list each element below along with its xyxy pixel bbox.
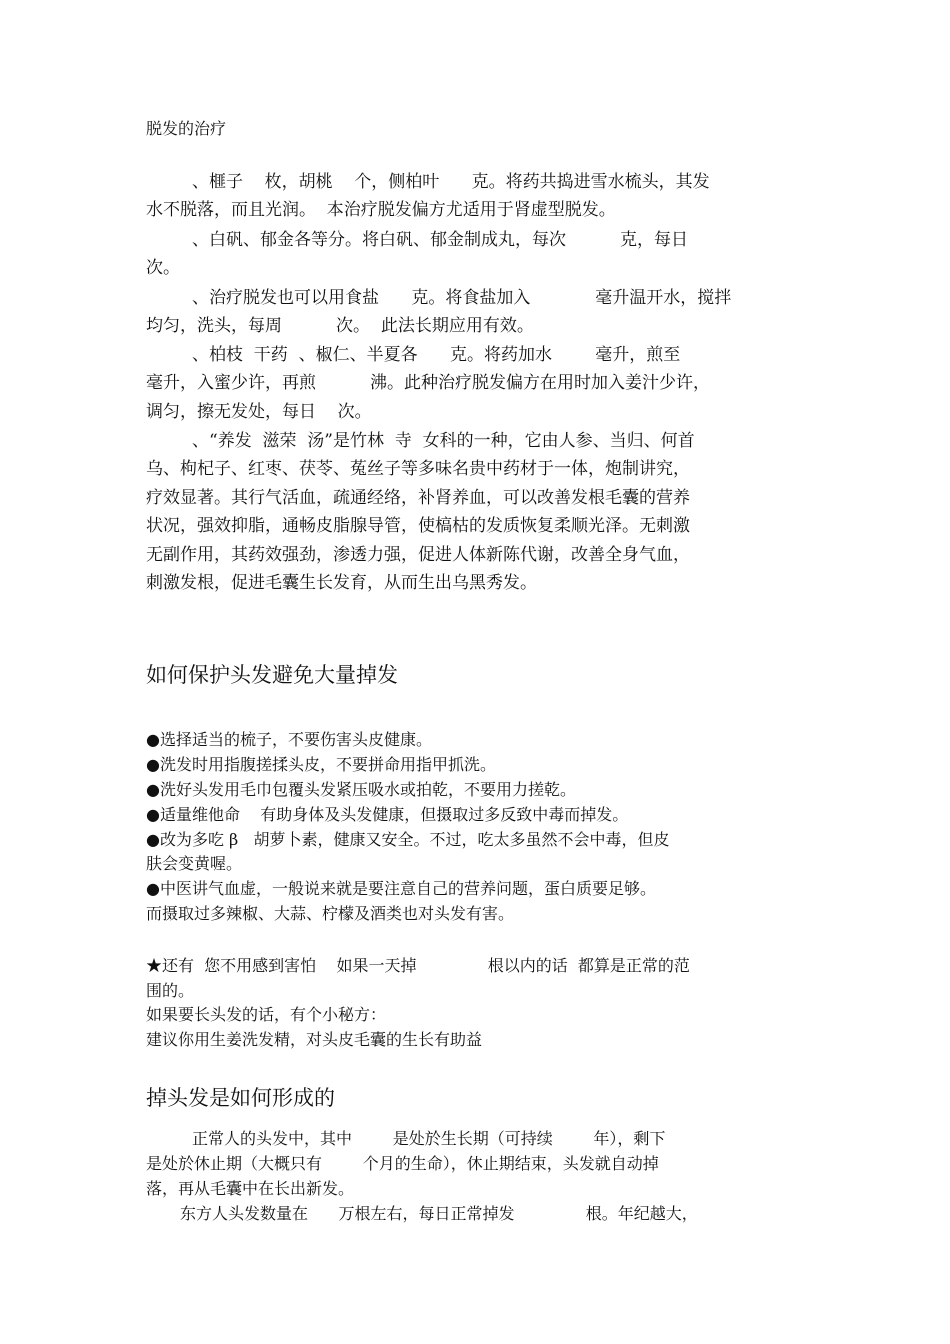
paragraph-line: 刺激发根，促进毛囊生长发育，从而生出乌黑秀发。	[146, 573, 537, 593]
paragraph-line: 无副作用，其药效强劲，渗透力强，促进人体新陈代谢，改善全身气血，	[146, 545, 690, 565]
list-item: ●改为多吃 β 胡萝卜素，健康又安全。不过，吃太多虽然不会中毒，但皮	[146, 830, 670, 849]
list-item: ●适量维他命 有助身体及头发健康，但摄取过多反致中毒而掉发。	[146, 805, 629, 824]
note-line: ★还有 您不用感到害怕 如果一天掉 根以内的话 都算是正常的范	[146, 956, 690, 975]
list-item: ●洗好头发用毛巾包覆头发紧压吸水或拍乾，不要用力搓乾。	[146, 780, 576, 799]
paragraph-line: 落，再从毛囊中在长出新发。	[146, 1179, 355, 1198]
note-line: 围的。	[146, 981, 195, 1000]
section-title-hair-loss-cause: 掉头发是如何形成的	[146, 1086, 335, 1110]
paragraph-line: 毫升，入蜜少许，再煎 沸。此种治疗脱发偏方在用时加入姜汁少许，	[146, 373, 711, 393]
section-title-protect-hair: 如何保护头发避免大量掉发	[146, 663, 398, 687]
paragraph-line: 、白矾、郁金各等分。将白矾、郁金制成丸，每次 克，每日	[192, 230, 689, 250]
paragraph-line: 、柏枝 干药 、椒仁、半夏各 克。将药加水 毫升，煎至	[192, 345, 681, 365]
paragraph-line: 、治疗脱发也可以用食盐 克。将食盐加入 毫升温开水，搅拌	[192, 288, 732, 308]
paragraph-line: 调匀，擦无发处，每日 次。	[146, 402, 372, 422]
list-item: ●中医讲气血虚，一般说来就是要注意自己的营养问题，蛋白质要足够。	[146, 879, 656, 898]
paragraph-line: 状况，强效抑脂，通畅皮脂腺导管，使槁枯的发质恢复柔顺光泽。无刺激	[146, 516, 690, 536]
paragraph-line: 次。	[146, 258, 180, 278]
note-line: 建议你用生姜洗发精，对头皮毛囊的生长有助益	[146, 1030, 483, 1049]
paragraph-line: 、“养发 滋荣 汤”是竹林 寺 女科的一种，它由人参、当归、何首	[192, 431, 695, 451]
list-item-continuation: 肤会变黄喔。	[146, 854, 243, 873]
list-item: ●选择适当的梳子，不要伤害头皮健康。	[146, 730, 432, 749]
note-line: 如果要长头发的话，有个小秘方：	[146, 1005, 387, 1024]
section-title-hair-loss-treatment: 脱发的治疗	[146, 119, 227, 138]
paragraph-line: 水不脱落，而且光润。 本治疗脱发偏方尤适用于肾虚型脱发。	[146, 200, 616, 220]
paragraph-line: 正常人的头发中，其中 是处於生长期（可持续 年），剩下	[192, 1129, 666, 1148]
paragraph-line: 疗效显著。其行气活血，疏通经络，补肾养血，可以改善发根毛囊的营养	[146, 488, 690, 508]
paragraph-line: 、榧子 枚，胡桃 个，侧柏叶 克。将药共捣进雪水梳头，其发	[192, 172, 710, 192]
list-item: ●洗发时用指腹搓揉头皮，不要拼命用指甲抓洗。	[146, 755, 496, 774]
paragraph-line: 均匀，洗头，每周 次。 此法长期应用有效。	[146, 316, 534, 336]
list-item-continuation: 而摄取过多辣椒、大蒜、柠檬及酒类也对头发有害。	[146, 904, 515, 923]
paragraph-line: 是处於休止期（大概只有 个月的生命），休止期结束，头发就自动掉	[146, 1154, 659, 1173]
paragraph-line: 乌、枸杞子、红枣、茯苓、菟丝子等多味名贵中药材于一体，炮制讲究，	[146, 459, 690, 479]
paragraph-line: 东方人头发数量在 万根左右，每日正常掉发 根。年纪越大，	[180, 1204, 698, 1223]
